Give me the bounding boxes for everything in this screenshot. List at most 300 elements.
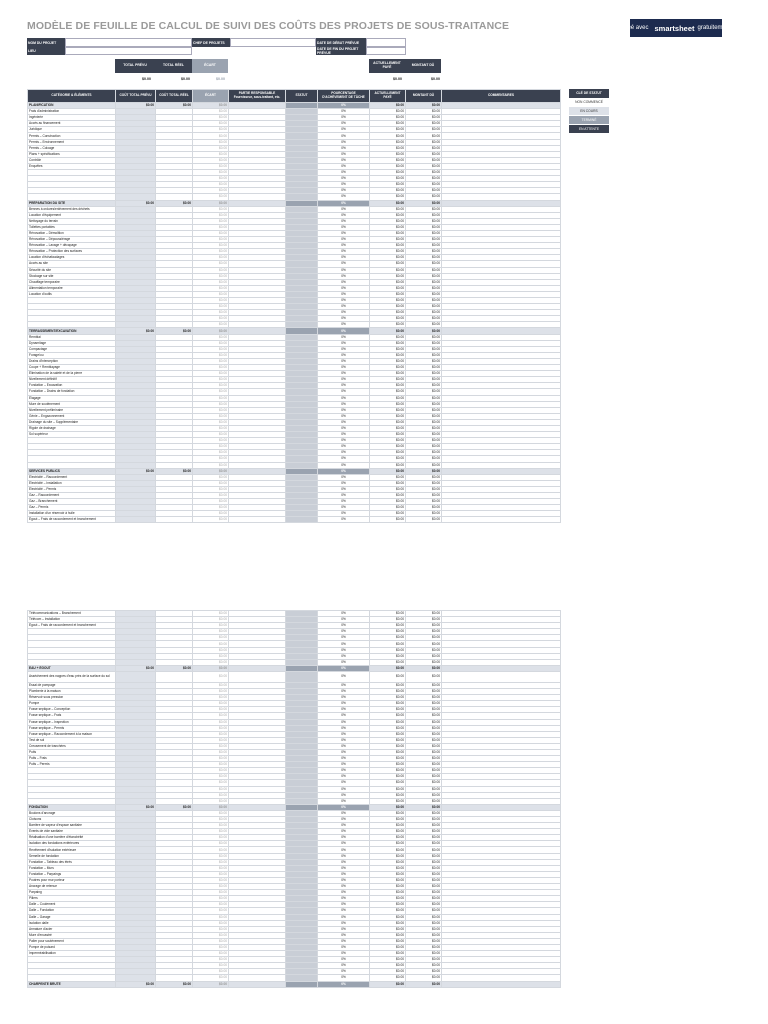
item-label[interactable]: Palier pour soutènement (28, 938, 116, 944)
paid-cell[interactable]: $0.00 (370, 774, 406, 780)
paid-cell[interactable]: $0.00 (370, 671, 406, 682)
percent-cell[interactable]: 0% (318, 419, 370, 425)
item-label[interactable]: Gaz – Raccordement (28, 493, 116, 499)
paid-cell[interactable]: $0.00 (370, 145, 406, 151)
item-label[interactable]: Accès au financement (28, 121, 116, 127)
paid-cell[interactable]: $0.00 (370, 438, 406, 444)
paid-cell[interactable]: $0.00 (370, 425, 406, 431)
percent-cell[interactable]: 0% (318, 896, 370, 902)
paid-cell[interactable]: $0.00 (370, 401, 406, 407)
item-label[interactable]: Rénovation – Démolition (28, 230, 116, 236)
percent-cell[interactable]: 0% (318, 206, 370, 212)
percent-cell[interactable]: 0% (318, 914, 370, 920)
responsible-cell[interactable] (229, 517, 286, 523)
paid-cell[interactable]: $0.00 (370, 963, 406, 969)
paid-cell[interactable]: $0.00 (370, 176, 406, 182)
paid-cell[interactable]: $0.00 (370, 133, 406, 139)
item-label[interactable]: Télécommunications – Branchement (28, 611, 116, 617)
est-cost-cell[interactable] (116, 671, 156, 682)
percent-cell[interactable]: 0% (318, 823, 370, 829)
paid-cell[interactable]: $0.00 (370, 389, 406, 395)
paid-cell[interactable]: $0.00 (370, 908, 406, 914)
percent-cell[interactable]: 0% (318, 713, 370, 719)
percent-cell[interactable]: 0% (318, 719, 370, 725)
item-label[interactable]: Plomberie à la maison (28, 689, 116, 695)
paid-cell[interactable]: $0.00 (370, 944, 406, 950)
paid-cell[interactable]: $0.00 (370, 365, 406, 371)
paid-cell[interactable]: $0.00 (370, 328, 406, 334)
item-label[interactable]: Forage/ou (28, 352, 116, 358)
paid-cell[interactable]: $0.00 (370, 689, 406, 695)
item-label[interactable]: Fondation – Parpaings (28, 871, 116, 877)
paid-cell[interactable]: $0.00 (370, 261, 406, 267)
item-label[interactable]: Dynamitage (28, 340, 116, 346)
percent-cell[interactable]: 0% (318, 725, 370, 731)
percent-cell[interactable]: 0% (318, 194, 370, 200)
est-cost-cell[interactable] (116, 517, 156, 523)
percent-cell[interactable]: 0% (318, 182, 370, 188)
paid-cell[interactable]: $0.00 (370, 346, 406, 352)
paid-cell[interactable]: $0.00 (370, 792, 406, 798)
paid-cell[interactable]: $0.00 (370, 957, 406, 963)
paid-cell[interactable]: $0.00 (370, 419, 406, 425)
item-label[interactable]: Location d'outils (28, 291, 116, 297)
item-label[interactable]: Puits (28, 749, 116, 755)
paid-cell[interactable]: $0.00 (370, 847, 406, 853)
paid-cell[interactable]: $0.00 (370, 780, 406, 786)
percent-cell[interactable]: 0% (318, 176, 370, 182)
paid-cell[interactable]: $0.00 (370, 932, 406, 938)
item-label[interactable]: Nivellement préliminaire (28, 407, 116, 413)
item-label[interactable]: Mure de soutènement (28, 401, 116, 407)
percent-cell[interactable]: 0% (318, 611, 370, 617)
percent-cell[interactable]: 0% (318, 151, 370, 157)
item-label[interactable]: Rénovation – Lavage + décapage (28, 243, 116, 249)
paid-cell[interactable]: $0.00 (370, 358, 406, 364)
percent-cell[interactable]: 0% (318, 358, 370, 364)
percent-cell[interactable]: 0% (318, 682, 370, 688)
paid-cell[interactable]: $0.00 (370, 841, 406, 847)
responsible-cell[interactable] (229, 981, 286, 987)
paid-cell[interactable]: $0.00 (370, 665, 406, 671)
paid-cell[interactable]: $0.00 (370, 884, 406, 890)
item-label[interactable]: Nettoyage du terrain (28, 218, 116, 224)
item-label[interactable]: Réalisation d'une barrière d'étanchéité (28, 835, 116, 841)
project-name-field[interactable] (65, 38, 192, 47)
percent-cell[interactable]: 0% (318, 486, 370, 492)
item-label[interactable]: Armature d'acier (28, 926, 116, 932)
percent-cell[interactable]: 0% (318, 932, 370, 938)
percent-cell[interactable]: 0% (318, 689, 370, 695)
percent-cell[interactable]: 0% (318, 285, 370, 291)
paid-cell[interactable]: $0.00 (370, 237, 406, 243)
paid-cell[interactable]: $0.00 (370, 267, 406, 273)
item-label[interactable]: Gaz – Branchement (28, 499, 116, 505)
percent-cell[interactable]: 0% (318, 298, 370, 304)
percent-cell[interactable]: 0% (318, 480, 370, 486)
paid-cell[interactable]: $0.00 (370, 859, 406, 865)
item-label[interactable]: Télécom – Installation (28, 617, 116, 623)
paid-cell[interactable]: $0.00 (370, 432, 406, 438)
paid-cell[interactable]: $0.00 (370, 255, 406, 261)
paid-cell[interactable]: $0.00 (370, 865, 406, 871)
paid-cell[interactable]: $0.00 (370, 352, 406, 358)
percent-cell[interactable]: 0% (318, 133, 370, 139)
paid-cell[interactable]: $0.00 (370, 218, 406, 224)
paid-cell[interactable]: $0.00 (370, 511, 406, 517)
item-label[interactable]: Essai de pompage (28, 682, 116, 688)
item-label[interactable]: Gaz – Permis (28, 505, 116, 511)
paid-cell[interactable]: $0.00 (370, 810, 406, 816)
paid-cell[interactable]: $0.00 (370, 981, 406, 987)
item-label[interactable]: Imperméabilisation (28, 951, 116, 957)
percent-cell[interactable]: 0% (318, 218, 370, 224)
actual-cost-cell[interactable]: $0.00 (156, 468, 193, 474)
item-label[interactable]: Ingénierie (28, 115, 116, 121)
paid-cell[interactable]: $0.00 (370, 499, 406, 505)
item-label[interactable]: Rigole de drainage (28, 425, 116, 431)
paid-cell[interactable]: $0.00 (370, 230, 406, 236)
item-label[interactable]: Permis – Construction (28, 133, 116, 139)
item-label[interactable]: Dalle – Garage (28, 914, 116, 920)
percent-cell[interactable]: 0% (318, 707, 370, 713)
percent-cell[interactable]: 0% (318, 310, 370, 316)
percent-cell[interactable]: 0% (318, 163, 370, 169)
percent-cell[interactable]: 0% (318, 139, 370, 145)
location-field[interactable] (65, 47, 192, 55)
item-label[interactable]: Fosse septique – Conception (28, 707, 116, 713)
status-cell[interactable] (286, 981, 318, 987)
percent-cell[interactable]: 0% (318, 871, 370, 877)
percent-cell[interactable]: 0% (318, 920, 370, 926)
percent-cell[interactable]: 0% (318, 432, 370, 438)
percent-cell[interactable]: 0% (318, 328, 370, 334)
paid-cell[interactable]: $0.00 (370, 109, 406, 115)
paid-cell[interactable]: $0.00 (370, 695, 406, 701)
paid-cell[interactable]: $0.00 (370, 713, 406, 719)
paid-cell[interactable]: $0.00 (370, 310, 406, 316)
start-date-field[interactable] (366, 38, 406, 47)
actual-cost-cell[interactable]: $0.00 (156, 665, 193, 671)
paid-cell[interactable]: $0.00 (370, 835, 406, 841)
percent-cell[interactable]: 0% (318, 841, 370, 847)
paid-cell[interactable]: $0.00 (370, 902, 406, 908)
percent-cell[interactable]: 0% (318, 511, 370, 517)
paid-cell[interactable]: $0.00 (370, 743, 406, 749)
item-label[interactable]: Juridique (28, 127, 116, 133)
item-label[interactable]: Chauffage temporaire (28, 279, 116, 285)
percent-cell[interactable]: 0% (318, 780, 370, 786)
paid-cell[interactable]: $0.00 (370, 383, 406, 389)
percent-cell[interactable]: 0% (318, 334, 370, 340)
item-label[interactable]: Pompe (28, 701, 116, 707)
percent-cell[interactable]: 0% (318, 115, 370, 121)
item-label[interactable]: Fondation – Drains de fondation (28, 389, 116, 395)
responsible-cell[interactable] (229, 671, 286, 682)
percent-cell[interactable]: 0% (318, 743, 370, 749)
paid-cell[interactable]: $0.00 (370, 829, 406, 835)
item-label[interactable]: Installation d'un réservoir à huile (28, 511, 116, 517)
percent-cell[interactable]: 0% (318, 145, 370, 151)
percent-cell[interactable]: 0% (318, 291, 370, 297)
paid-cell[interactable]: $0.00 (370, 194, 406, 200)
paid-cell[interactable]: $0.00 (370, 786, 406, 792)
paid-cell[interactable]: $0.00 (370, 731, 406, 737)
percent-cell[interactable]: 0% (318, 859, 370, 865)
percent-cell[interactable]: 0% (318, 462, 370, 468)
percent-cell[interactable]: 0% (318, 188, 370, 194)
percent-cell[interactable]: 0% (318, 756, 370, 762)
paid-cell[interactable]: $0.00 (370, 413, 406, 419)
percent-cell[interactable]: 0% (318, 517, 370, 523)
percent-cell[interactable]: 0% (318, 103, 370, 109)
paid-cell[interactable]: $0.00 (370, 139, 406, 145)
paid-cell[interactable]: $0.00 (370, 969, 406, 975)
percent-cell[interactable]: 0% (318, 774, 370, 780)
paid-cell[interactable]: $0.00 (370, 871, 406, 877)
item-label[interactable]: Génie – Engazonnement (28, 413, 116, 419)
paid-cell[interactable]: $0.00 (370, 505, 406, 511)
paid-cell[interactable]: $0.00 (370, 749, 406, 755)
item-label[interactable]: Nivellement définitif (28, 377, 116, 383)
percent-cell[interactable]: 0% (318, 468, 370, 474)
paid-cell[interactable]: $0.00 (370, 737, 406, 743)
actual-cost-cell[interactable]: $0.00 (156, 200, 193, 206)
percent-cell[interactable]: 0% (318, 407, 370, 413)
percent-cell[interactable]: 0% (318, 792, 370, 798)
percent-cell[interactable]: 0% (318, 701, 370, 707)
percent-cell[interactable]: 0% (318, 212, 370, 218)
percent-cell[interactable]: 0% (318, 261, 370, 267)
end-date-field[interactable] (366, 47, 406, 55)
percent-cell[interactable]: 0% (318, 243, 370, 249)
percent-cell[interactable]: 0% (318, 340, 370, 346)
percent-cell[interactable]: 0% (318, 413, 370, 419)
paid-cell[interactable]: $0.00 (370, 914, 406, 920)
percent-cell[interactable]: 0% (318, 877, 370, 883)
paid-cell[interactable]: $0.00 (370, 163, 406, 169)
paid-cell[interactable]: $0.00 (370, 170, 406, 176)
percent-cell[interactable]: 0% (318, 493, 370, 499)
est-cost-cell[interactable]: $0.00 (116, 981, 156, 987)
paid-cell[interactable]: $0.00 (370, 617, 406, 623)
percent-cell[interactable]: 0% (318, 617, 370, 623)
paid-cell[interactable]: $0.00 (370, 121, 406, 127)
item-label[interactable]: Électricité – Raccordement (28, 474, 116, 480)
percent-cell[interactable]: 0% (318, 908, 370, 914)
item-label[interactable]: Réservoir sous pression (28, 695, 116, 701)
est-cost-cell[interactable]: $0.00 (116, 103, 156, 109)
item-label[interactable]: Test de sol (28, 737, 116, 743)
percent-cell[interactable]: 0% (318, 731, 370, 737)
percent-cell[interactable]: 0% (318, 804, 370, 810)
percent-cell[interactable]: 0% (318, 647, 370, 653)
paid-cell[interactable]: $0.00 (370, 340, 406, 346)
percent-cell[interactable]: 0% (318, 224, 370, 230)
percent-cell[interactable]: 0% (318, 371, 370, 377)
smartsheet-badge[interactable] (621, 19, 731, 37)
percent-cell[interactable]: 0% (318, 641, 370, 647)
paid-cell[interactable]: $0.00 (370, 249, 406, 255)
percent-cell[interactable]: 0% (318, 109, 370, 115)
paid-cell[interactable]: $0.00 (370, 641, 406, 647)
item-label[interactable]: Bennes à ordures/enlèvement des déchets (28, 206, 116, 212)
percent-cell[interactable]: 0% (318, 981, 370, 987)
paid-cell[interactable]: $0.00 (370, 926, 406, 932)
percent-cell[interactable]: 0% (318, 157, 370, 163)
percent-cell[interactable]: 0% (318, 237, 370, 243)
paid-cell[interactable]: $0.00 (370, 103, 406, 109)
percent-cell[interactable]: 0% (318, 474, 370, 480)
item-label[interactable]: Ancrage de retenue (28, 884, 116, 890)
percent-cell[interactable]: 0% (318, 865, 370, 871)
percent-cell[interactable]: 0% (318, 969, 370, 975)
item-label[interactable]: Coupe + Remblayage (28, 365, 116, 371)
item-label[interactable]: Boulons d'ancrage (28, 810, 116, 816)
paid-cell[interactable]: $0.00 (370, 224, 406, 230)
item-label[interactable]: Isolation dalle (28, 920, 116, 926)
paid-cell[interactable]: $0.00 (370, 298, 406, 304)
item-label[interactable]: Enquêtes (28, 163, 116, 169)
item-label[interactable]: Piliers (28, 896, 116, 902)
item-label[interactable]: Rénovation – Dépoussiérage (28, 237, 116, 243)
item-label[interactable]: Location d'échafaudages (28, 255, 116, 261)
paid-cell[interactable]: $0.00 (370, 206, 406, 212)
percent-cell[interactable]: 0% (318, 456, 370, 462)
paid-cell[interactable]: $0.00 (370, 707, 406, 713)
status-cell[interactable] (286, 671, 318, 682)
project-manager-field[interactable] (230, 38, 316, 47)
paid-cell[interactable]: $0.00 (370, 188, 406, 194)
paid-cell[interactable]: $0.00 (370, 127, 406, 133)
paid-cell[interactable]: $0.00 (370, 719, 406, 725)
paid-cell[interactable]: $0.00 (370, 377, 406, 383)
paid-cell[interactable]: $0.00 (370, 493, 406, 499)
paid-cell[interactable]: $0.00 (370, 635, 406, 641)
item-label[interactable]: Permis – Environnement (28, 139, 116, 145)
actual-cost-cell[interactable]: $0.00 (156, 328, 193, 334)
paid-cell[interactable]: $0.00 (370, 629, 406, 635)
item-label[interactable]: Parpaing (28, 890, 116, 896)
item-label[interactable]: Contrôle (28, 157, 116, 163)
percent-cell[interactable]: 0% (318, 365, 370, 371)
item-label[interactable]: Fosse septique – Raccordement à la maison (28, 731, 116, 737)
percent-cell[interactable]: 0% (318, 835, 370, 841)
est-cost-cell[interactable]: $0.00 (116, 804, 156, 810)
percent-cell[interactable]: 0% (318, 890, 370, 896)
paid-cell[interactable]: $0.00 (370, 725, 406, 731)
paid-cell[interactable]: $0.00 (370, 279, 406, 285)
percent-cell[interactable]: 0% (318, 884, 370, 890)
percent-cell[interactable]: 0% (318, 316, 370, 322)
percent-cell[interactable]: 0% (318, 817, 370, 823)
percent-cell[interactable]: 0% (318, 230, 370, 236)
percent-cell[interactable]: 0% (318, 737, 370, 743)
item-label[interactable]: Fosse septique – Inspection (28, 719, 116, 725)
paid-cell[interactable]: $0.00 (370, 456, 406, 462)
percent-cell[interactable]: 0% (318, 346, 370, 352)
actual-cost-cell[interactable]: $0.00 (156, 103, 193, 109)
percent-cell[interactable]: 0% (318, 273, 370, 279)
paid-cell[interactable]: $0.00 (370, 182, 406, 188)
comments-cell[interactable] (442, 517, 561, 523)
item-label[interactable]: Évents de vide sanitaire (28, 829, 116, 835)
percent-cell[interactable]: 0% (318, 279, 370, 285)
percent-cell[interactable]: 0% (318, 450, 370, 456)
item-label[interactable]: Puits – Permis (28, 762, 116, 768)
percent-cell[interactable]: 0% (318, 963, 370, 969)
item-label[interactable]: Puits – Frais (28, 756, 116, 762)
paid-cell[interactable]: $0.00 (370, 823, 406, 829)
item-label[interactable]: Dalle – Coulement (28, 902, 116, 908)
item-label[interactable]: Frais d'administration (28, 109, 116, 115)
percent-cell[interactable]: 0% (318, 762, 370, 768)
percent-cell[interactable]: 0% (318, 810, 370, 816)
item-label[interactable]: Stockage sur site (28, 273, 116, 279)
paid-cell[interactable]: $0.00 (370, 762, 406, 768)
item-label[interactable]: Plans + spécifications (28, 151, 116, 157)
paid-cell[interactable]: $0.00 (370, 896, 406, 902)
percent-cell[interactable]: 0% (318, 951, 370, 957)
est-cost-cell[interactable]: $0.00 (116, 665, 156, 671)
paid-cell[interactable]: $0.00 (370, 407, 406, 413)
item-label[interactable]: Barrière de vapeur d'espace sanitaire (28, 823, 116, 829)
percent-cell[interactable]: 0% (318, 847, 370, 853)
item-label[interactable]: Toilettes portables (28, 224, 116, 230)
percent-cell[interactable]: 0% (318, 659, 370, 665)
paid-cell[interactable]: $0.00 (370, 756, 406, 762)
item-label[interactable]: Compactage (28, 346, 116, 352)
paid-cell[interactable]: $0.00 (370, 486, 406, 492)
actual-cost-cell[interactable] (156, 671, 193, 682)
paid-cell[interactable]: $0.00 (370, 517, 406, 523)
percent-cell[interactable]: 0% (318, 798, 370, 804)
percent-cell[interactable]: 0% (318, 499, 370, 505)
percent-cell[interactable]: 0% (318, 853, 370, 859)
item-label[interactable]: Rénovation – Protection des surfaces (28, 249, 116, 255)
paid-cell[interactable]: $0.00 (370, 462, 406, 468)
item-label[interactable]: Fosse septique – Permis (28, 725, 116, 731)
item-label[interactable]: Creusement de tranchées (28, 743, 116, 749)
item-label[interactable]: Sol supérieur (28, 432, 116, 438)
percent-cell[interactable]: 0% (318, 926, 370, 932)
percent-cell[interactable]: 0% (318, 623, 370, 629)
percent-cell[interactable]: 0% (318, 671, 370, 682)
item-label[interactable]: Semelle de fondation (28, 853, 116, 859)
percent-cell[interactable]: 0% (318, 255, 370, 261)
percent-cell[interactable]: 0% (318, 829, 370, 835)
item-label[interactable]: Égout – Frais de raccordement et branchement (28, 623, 116, 629)
paid-cell[interactable]: $0.00 (370, 115, 406, 121)
percent-cell[interactable]: 0% (318, 444, 370, 450)
percent-cell[interactable]: 0% (318, 938, 370, 944)
actual-cost-cell[interactable]: $0.00 (156, 804, 193, 810)
percent-cell[interactable]: 0% (318, 749, 370, 755)
item-label[interactable]: Élagage (28, 395, 116, 401)
item-label[interactable]: Permis – Coloage (28, 145, 116, 151)
paid-cell[interactable]: $0.00 (370, 468, 406, 474)
item-label[interactable]: Dalle – Fondation (28, 908, 116, 914)
percent-cell[interactable]: 0% (318, 438, 370, 444)
percent-cell[interactable]: 0% (318, 200, 370, 206)
paid-cell[interactable]: $0.00 (370, 647, 406, 653)
paid-cell[interactable]: $0.00 (370, 151, 406, 157)
item-label[interactable]: Assèchement des nappes d'eau près de la surface du sol (28, 671, 116, 682)
est-cost-cell[interactable]: $0.00 (116, 200, 156, 206)
paid-cell[interactable]: $0.00 (370, 157, 406, 163)
percent-cell[interactable]: 0% (318, 249, 370, 255)
paid-cell[interactable]: $0.00 (370, 316, 406, 322)
